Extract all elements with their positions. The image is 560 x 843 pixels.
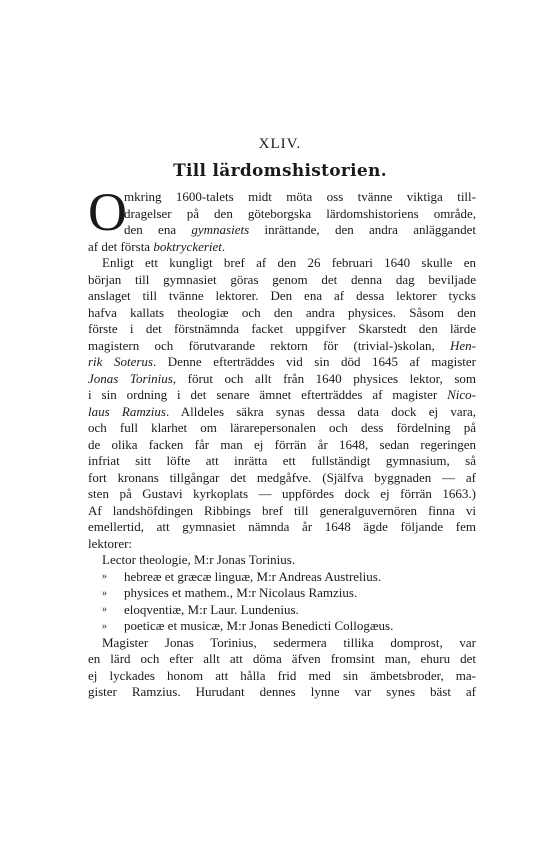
name-henrik-soterus: Hen- [450,337,476,353]
text-line: magistern och förutvarande rektorn för (trivial-)skolan, Hen- [88,337,476,353]
text-line: de olika facken får man ej förrän år 1648, sedan regeringen [88,436,476,452]
lector-line: » physices et mathem., M:r Nicolaus Ramzius. [88,585,476,602]
text-line: infriat sitt löfte att inrätta ett fullständigt gymnasium, så [88,453,476,468]
text-line: af det första boktryckeriet. [88,238,226,254]
ditto-mark: » [102,620,107,632]
lector-line: » hebreæ et græcæ linguæ, M:r Andreas Austrelius. [88,569,476,586]
text-line: i sin ordning i det senare ämnet efterträddes af magister Nico- [88,387,476,402]
opening-paragraph [88,182,476,255]
text-line: den ena gymnasiets inrättande, den andra anläggandet [124,222,476,237]
text-line: förste i det förstnämnda facket uppgifver Skarstedt den lärde [88,321,476,336]
text-line: en lärd och efter allt att döma äfven fromsint man, ehuru det [88,651,476,666]
body-text [88,182,476,701]
drop-cap: O [88,182,127,242]
chapter-title: Till lärdomshistorien. [173,161,387,181]
text-line: Af landshöfdingen Ribbings bref till generalguvernören finna vi [88,502,476,518]
text-line: fort kronans tillgångar det medgåfve. (Själfva byggnaden — af [88,469,476,485]
name-jonas-torinius: Jonas Torinius [88,370,173,386]
ditto-mark: » [102,604,107,616]
lector-line: » eloqventiæ, M:r Laur. Lundenius. [88,602,476,619]
ditto-mark: » [102,587,107,599]
text-line: och full klarhet om lärarepersonalen och dess fördelning på [88,420,476,435]
text-line: sten på Gustavi kyrkoplats — uppfördes dock ej förrän 1663.) [88,486,476,501]
term-boktryckeriet: boktryckeriet [153,238,222,254]
text-line: Enligt ett kungligt bref af den 26 februari 1640 skulle en [102,255,476,270]
text-line: gister Ramzius. Hurudant dennes lynne var synes bäst af [88,684,476,699]
text-line: hafva kallats theologiæ och den andra physices. Såsom den [88,304,476,320]
name-henrik-soterus: rik Soterus [88,354,153,369]
chapter-number: XLIV. [258,136,302,152]
text-line: Magister Jonas Torinius, sedermera tillika domprost, var [102,634,476,650]
text-line: emellertid, att gymnasiet nämnda år 1648 ägde följande fem [88,519,476,534]
text-line: mkring 1600-talets midt möta oss tvänne viktiga till- [124,189,476,204]
text-line: anslaget till tvänne lektorer. Den ena af dessa lektorer tycks [88,288,476,303]
name-nicolaus-ramzius: Nico- [447,387,476,402]
text-line: början till gymnasiet göras genom det denna dag beviljade [88,271,476,287]
text-line: rik Soterus. Denne efterträddes vid sin död 1645 af magister [88,354,476,369]
text-line: ej lyckades honom att hålla frid med sin ämbetsbroder, ma- [88,667,476,683]
text-line: lektorer: [88,535,133,551]
name-nicolaus-ramzius: laus Ramzius [88,403,166,419]
text-line: laus Ramzius. Alldeles säkra synas dessa data dock ej vara, [88,403,476,419]
text-line: Jonas Torinius, förut och allt från 1640 physices lektor, som [88,370,476,386]
ditto-mark: » [102,571,107,583]
lector-line: Lector theologie, M:r Jonas Torinius. [102,552,296,567]
lector-line: » poeticæ et musicæ, M:r Jonas Benedicti Collogæus. [88,618,476,635]
text-line: dragelser på den göteborgska lärdomshistoriens område, [124,205,476,221]
term-gymnasiets: gymnasiets [191,222,250,237]
